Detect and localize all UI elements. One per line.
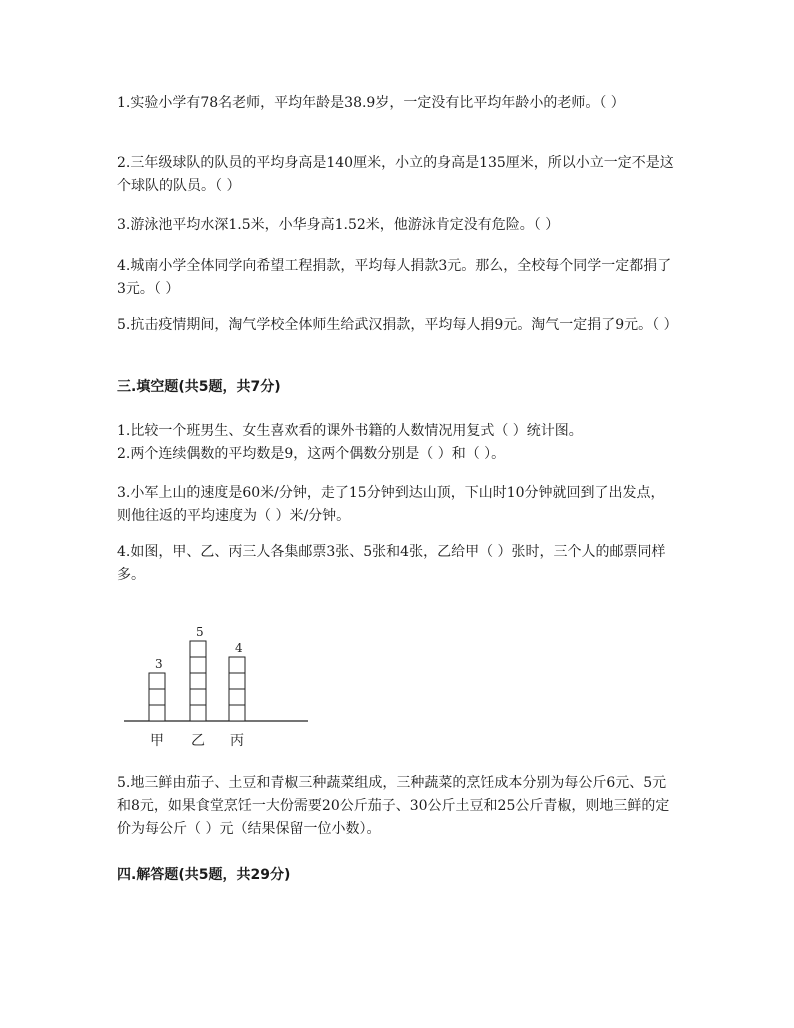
stamp-box — [229, 705, 245, 721]
stamp-figure — [124, 618, 314, 753]
stamp-count-label: 5 — [196, 625, 204, 639]
stamp-box — [190, 689, 206, 705]
tf-question-4: 4.城南小学全体同学向希望工程捐款，平均每人捐款3元。那么，全校每个同学一定都捐了3元。（ ） — [117, 258, 672, 297]
stamp-person-label: 丙 — [230, 733, 244, 749]
tf-question-5: 5.抗击疫情期间，淘气学校全体师生给武汉捐款，平均每人捐9元。淘气一定捐了9元。（ ） — [117, 317, 678, 333]
stamp-box — [149, 705, 165, 721]
stamp-person-label: 乙 — [191, 733, 205, 749]
stamp-box — [190, 705, 206, 721]
fill-question-3: 3.小军上山的速度是60米/分钟，走了15分钟到达山顶，下山时10分钟就回到了出发点，则他往返的平均速度为（ ）米/分钟。 — [117, 485, 665, 524]
stamp-box — [190, 641, 206, 657]
tf-question-2: 2.三年级球队的队员的平均身高是140厘米，小立的身高是135厘米，所以小立一定不是这个球队的队员。（ ） — [117, 155, 674, 194]
tf-question-1: 1.实验小学有78名老师，平均年龄是38.9岁，一定没有比平均年龄小的老师。（ ） — [117, 95, 625, 111]
stamp-box — [190, 657, 206, 673]
fill-question-2: 2.两个连续偶数的平均数是9，这两个偶数分别是（ ）和（ ）。 — [117, 446, 506, 462]
fill-question-5: 5.地三鲜由茄子、土豆和青椒三种蔬菜组成，三种蔬菜的烹饪成本分别为每公斤6元、5元和8元，如果食堂烹饪一大份需要20公斤茄子、30公斤土豆和25公斤青椒，则地三鲜的定价为每公斤（ ）元（结果保留一位小数）。 — [117, 775, 670, 837]
section-4-heading: 四.解答题(共5题，共29分) — [117, 867, 291, 883]
stamp-box — [190, 673, 206, 689]
stamp-box — [149, 673, 165, 689]
stamp-count-label: 3 — [155, 657, 163, 671]
stamp-box — [229, 689, 245, 705]
section-3-heading: 三.填空题(共5题，共7分) — [117, 379, 281, 395]
stamp-box — [229, 673, 245, 689]
tf-question-3: 3.游泳池平均水深1.5米，小华身高1.52米，他游泳肯定没有危险。（ ） — [117, 217, 560, 233]
stamp-box — [149, 689, 165, 705]
stamp-box — [229, 657, 245, 673]
fill-question-1: 1.比较一个班男生、女生喜欢看的课外书籍的人数情况用复式（ ）统计图。 — [117, 423, 583, 439]
stamp-count-label: 4 — [235, 641, 243, 655]
stamp-person-label: 甲 — [150, 733, 164, 749]
stamp-figure-svg — [124, 618, 314, 753]
fill-question-4: 4.如图，甲、乙、丙三人各集邮票3张、5张和4张，乙给甲（ ）张时，三个人的邮票同样多。 — [117, 544, 666, 583]
